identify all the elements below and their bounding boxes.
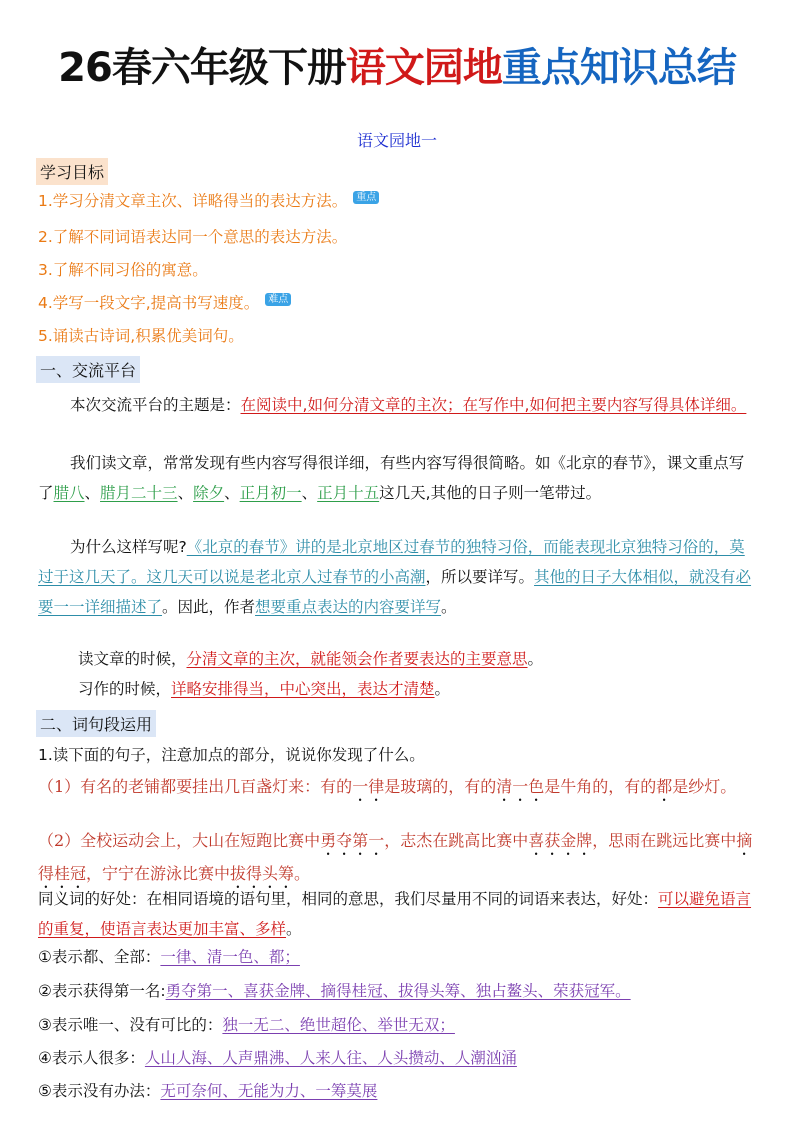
- separator: 、: [301, 484, 318, 502]
- p4-end: 。: [527, 650, 544, 668]
- p1-lead: 本次交流平台的主题是：: [70, 396, 241, 414]
- ex1-part-b: 是玻璃的，有的: [384, 777, 497, 796]
- section1-paragraph-1: [38, 390, 754, 420]
- ex1-dotted-3: 都: [656, 777, 673, 796]
- section1-paragraph-2: [38, 448, 754, 508]
- list-answer: 独一无二、绝世超伦、举世无双；: [222, 1016, 455, 1034]
- syn-answer: 可以避免语言的重复，使语言表达更加丰富、多样: [38, 890, 752, 938]
- title-summary: 重点知识总结: [501, 45, 736, 91]
- separator: 、: [84, 484, 101, 502]
- ex2-dotted-2: 喜获金牌: [528, 831, 593, 850]
- goal-item-4: [38, 292, 291, 314]
- synonym-benefit: [38, 884, 754, 944]
- example-sentence-1: [38, 772, 754, 805]
- list-answer: 人山人海、人声鼎沸、人来人往、人头攒动、人潮汹涌: [144, 1049, 517, 1067]
- synonym-list-item-2: [38, 976, 754, 1006]
- section1-paragraph-5: [38, 674, 754, 704]
- example-sentence-2: [38, 826, 754, 892]
- synonym-list-item-4: [38, 1043, 754, 1073]
- list-label: ④表示人很多：: [38, 1049, 145, 1067]
- goals-tag: 学习目标: [36, 158, 108, 185]
- key-point-badge: 重点: [353, 191, 379, 204]
- p3-end: 。: [441, 598, 457, 616]
- p5-lead: 习作的时候，: [78, 680, 172, 698]
- list-answer: 勇夺第一、喜获金牌、摘得桂冠、拔得头筹、独占鳌头、荣获冠军。: [165, 982, 631, 1000]
- ex2-part-e: 。: [294, 864, 311, 883]
- goal-item-3: 3.了解不同习俗的寓意。: [38, 261, 208, 279]
- list-label: ②表示获得第一名:: [38, 982, 166, 1000]
- festival-day-4: 正月初一: [239, 484, 302, 502]
- p5-answer: 详略安排得当，中心突出，表达才清楚: [171, 680, 435, 698]
- title-grade: 26春六年级下册: [58, 45, 346, 91]
- goal-item-4-text: 4.学写一段文字,提高书写速度。: [38, 294, 260, 312]
- syn-end: 。: [286, 920, 302, 938]
- p3-mid-2: 。因此，作者: [162, 598, 256, 616]
- ex1-part-a: （1）有名的老铺都要挂出几百盏灯来：有的: [38, 777, 353, 796]
- synonym-list-item-1: [38, 942, 754, 972]
- ex2-dotted-1: 勇夺第一: [320, 831, 385, 850]
- syn-lead: 同义词的好处：在相同语境的语句里，相同的意思，我们尽量用不同的词语来表达，好处：: [38, 890, 659, 908]
- title-unit: 语文园地: [345, 45, 502, 91]
- synonym-list-item-3: [38, 1010, 754, 1040]
- section2-tag: 二、词句段运用: [36, 710, 156, 737]
- ex1-dotted-1: 一律: [352, 777, 385, 796]
- synonym-list-item-5: [38, 1076, 754, 1106]
- festival-day-3: 除夕: [193, 484, 225, 502]
- p3-mid: ，所以要详写。: [425, 568, 535, 586]
- list-answer: 一律、清一色、都；: [160, 948, 300, 966]
- goal-item-5: 5.诵读古诗词,积累优美词句。: [38, 327, 244, 345]
- section1-paragraph-4: [38, 644, 754, 674]
- ex2-part-d: ，宁宁在游泳比赛中: [86, 864, 231, 883]
- list-answer: 无可奈何、无能为力、一筹莫展: [160, 1082, 378, 1100]
- separator: 、: [177, 484, 194, 502]
- festival-day-1: 腊八: [53, 484, 85, 502]
- p3-lead: 为什么这样写呢?: [70, 538, 187, 556]
- ex1-part-e: 是纱灯。: [672, 777, 737, 796]
- goal-item-2: 2.了解不同词语表达同一个意思的表达方法。: [38, 228, 348, 246]
- p5-end: 。: [434, 680, 451, 698]
- page-title: [0, 36, 794, 93]
- ex2-part-a: （2）全校运动会上，大山在短跑比赛中: [38, 831, 321, 850]
- section1-tag: 一、交流平台: [36, 356, 140, 383]
- list-label: ③表示唯一、没有可比的：: [38, 1016, 223, 1034]
- ex2-dotted-4: 拔得头筹: [230, 864, 295, 883]
- question-1: 1.读下面的句子，注意加点的部分，说说你发现了什么。: [38, 746, 425, 764]
- list-label: ⑤表示没有办法：: [38, 1082, 161, 1100]
- festival-day-2: 腊月二十三: [100, 484, 178, 502]
- goal-item-1-text: 1.学习分清文章主次、详略得当的表达方法。: [38, 192, 348, 210]
- difficult-point-badge: 难点: [265, 293, 291, 306]
- section1-paragraph-3: [38, 532, 754, 622]
- ex1-part-c: 是牛角的，有的: [544, 777, 657, 796]
- p4-answer: 分清文章的主次，就能领会作者要表达的主要意思: [186, 650, 528, 668]
- ex2-dotted-3: 摘得桂冠: [38, 831, 753, 883]
- p3-answer-1: 《北京的春节》讲的是北京地区过春节的独特习俗，而能表现北京独特习俗的，莫过于这几天了。这几天可以说是老北京人过春节的小高潮: [38, 538, 745, 586]
- ex2-part-b: ，志杰在跳高比赛中: [384, 831, 529, 850]
- p4-lead: 读文章的时候，: [78, 650, 187, 668]
- section-subtitle: 语文园地一: [356, 131, 437, 150]
- festival-day-5: 正月十五: [317, 484, 380, 502]
- list-label: ①表示都、全部：: [38, 948, 161, 966]
- separator: 、: [224, 484, 240, 502]
- ex1-dotted-2: 清一色: [496, 777, 545, 796]
- p3-answer-3: 想要重点表达的内容要详写: [255, 598, 442, 616]
- ex2-part-c: ，思雨在跳远比赛中: [592, 831, 737, 850]
- p2-lead: 我们读文章，常常发现有些内容写得很详细，有些内容写得很简略。如《北京的春节》，课文重点写了: [38, 454, 745, 502]
- goal-item-1: [38, 190, 379, 212]
- p3-answer-2: 其他的日子大体相似，就没有必要一一详细描述了: [38, 568, 752, 616]
- p2-tail: 这几天,其他的日子则一笔带过。: [379, 484, 602, 502]
- p1-answer: 在阅读中,如何分清文章的主次；在写作中,如何把主要内容写得具体详细。: [240, 396, 747, 414]
